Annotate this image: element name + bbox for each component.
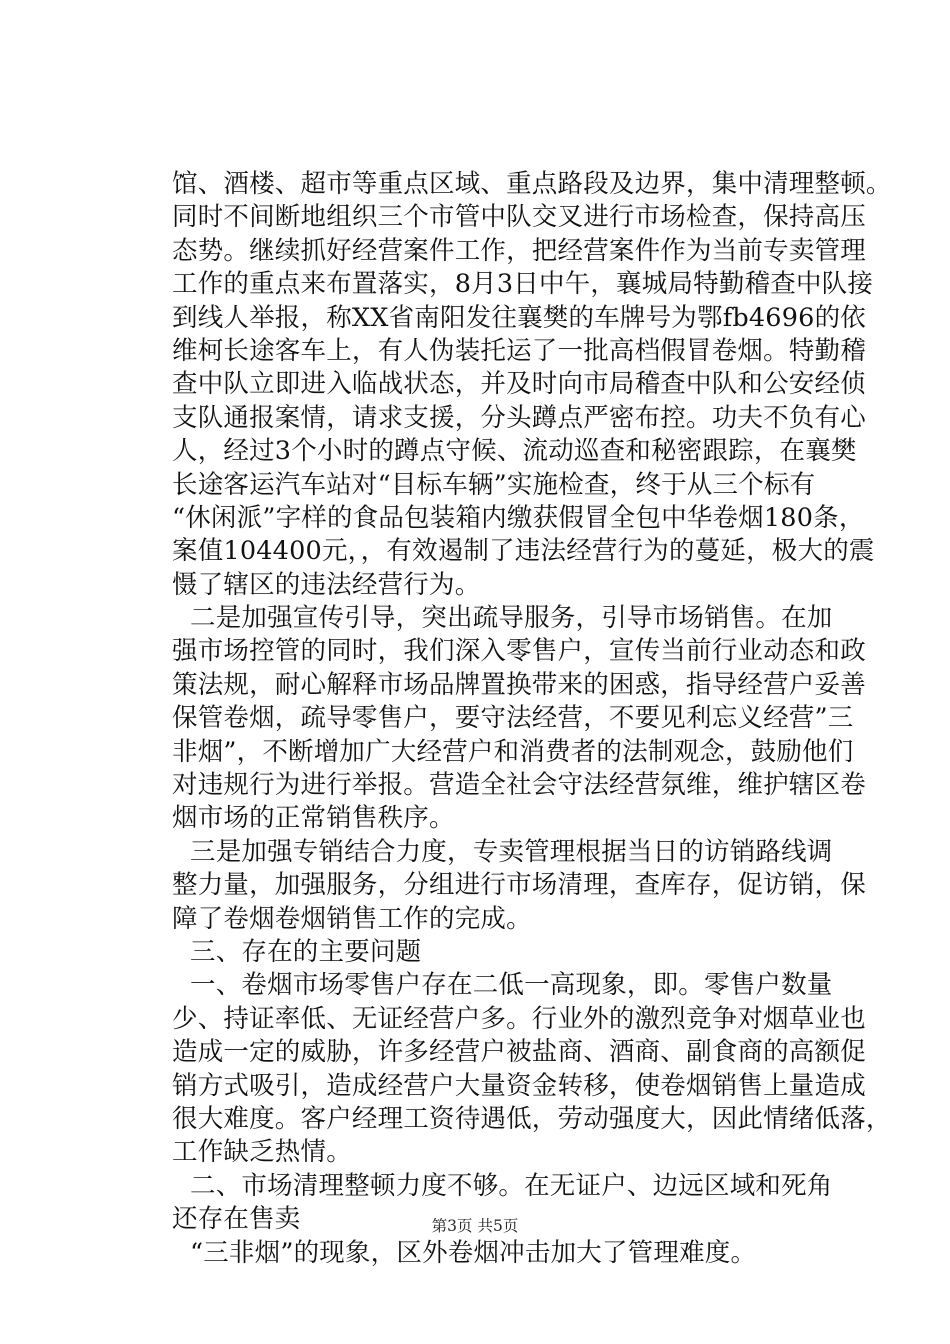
text-line: 强市场控管的同时，我们深入零售户，宣传当前行业动态和政 (172, 636, 866, 667)
text-line: “三非烟”的现象，区外卷烟冲击加大了管理难度。 (190, 1237, 757, 1268)
text-line: 三是加强专销结合力度，专卖管理根据当日的访销路线调 (190, 836, 833, 867)
text-line: 支队通报案情，请求支援，分头蹲点严密布控。功夫不负有心 (172, 402, 866, 433)
text-line: 烟市场的正常销售秩序。 (172, 803, 455, 834)
text-line: “休闲派”字样的食品包装箱内缴获假冒全包中华卷烟180条， (172, 502, 865, 533)
text-line: 维柯长途客车上，有人伪装托运了一批高档假冒卷烟。特勤稽 (172, 335, 866, 366)
text-line: 一、卷烟市场零售户存在二低一高现象，即。零售户数量 (190, 970, 833, 1001)
text-line: 保管卷烟，疏导零售户，要守法经营，不要见利忘义经营”三 (172, 703, 854, 734)
text-line: 同时不间断地组织三个市管中队交叉进行市场检查，保持高压 (172, 202, 866, 233)
document-body (172, 168, 892, 1270)
text-line: 慑了辖区的违法经营行为。 (172, 569, 481, 600)
text-line: 少、持证率低、无证经营户多。行业外的激烈竞争对烟草业也 (172, 1003, 866, 1034)
text-line: 二是加强宣传引导，突出疏导服务，引导市场销售。在加 (190, 603, 833, 634)
text-line: 长途客运汽车站对“目标车辆”实施检查，终于从三个标有 (172, 469, 816, 500)
text-line: 造成一定的威胁，许多经营户被盐商、酒商、副食商的高额促 (172, 1037, 866, 1068)
text-line: 馆、酒楼、超市等重点区域、重点路段及边界，集中清理整顿。 (172, 169, 892, 199)
text-line: 整力量，加强服务，分组进行市场清理，查库存，促访销，保 (172, 870, 866, 901)
text-line: 工作的重点来布置落实，8月3日中午，襄城局特勤稽查中队接 (172, 269, 874, 300)
page-number-label: 第3页 共5页 (431, 1217, 519, 1235)
text-line: 工作缺乏热情。 (172, 1137, 352, 1168)
text-line: 策法规，耐心解释市场品牌置换带来的困惑，指导经营户妥善 (172, 669, 866, 700)
page-footer (0, 1216, 950, 1236)
text-line: 态势。继续抓好经营案件工作，把经营案件作为当前专卖管理 (172, 235, 866, 266)
text-line: 销方式吸引，造成经营户大量资金转移，使卷烟销售上量造成 (172, 1070, 866, 1101)
text-line: 人，经过3个小时的蹲点守候、流动巡查和秘密跟踪，在襄樊 (172, 436, 857, 467)
text-line: 案值104400元，，有效遏制了违法经营行为的蔓延，极大的震 (172, 536, 875, 567)
text-line: 对违规行为进行举报。营造全社会守法经营氛维，维护辖区卷 (172, 770, 866, 801)
text-line: 障了卷烟卷烟销售工作的完成。 (172, 903, 532, 934)
text-line: 查中队立即进入临战状态，并及时向市局稽查中队和公安经侦 (172, 369, 866, 400)
text-line: 三、存在的主要问题 (190, 936, 422, 967)
text-line: 二、市场清理整顿力度不够。在无证户、边远区域和死角 (190, 1170, 833, 1201)
text-line: 还存在售卖 (172, 1204, 301, 1235)
text-line: 很大难度。客户经理工资待遇低，劳动强度大，因此情绪低落， (172, 1103, 892, 1134)
text-line: 到线人举报，称XX省南阳发往襄樊的车牌号为鄂fb4696的依 (172, 302, 866, 333)
text-line: 非烟”，不断增加广大经营户和消费者的法制观念，鼓励他们 (172, 736, 854, 767)
